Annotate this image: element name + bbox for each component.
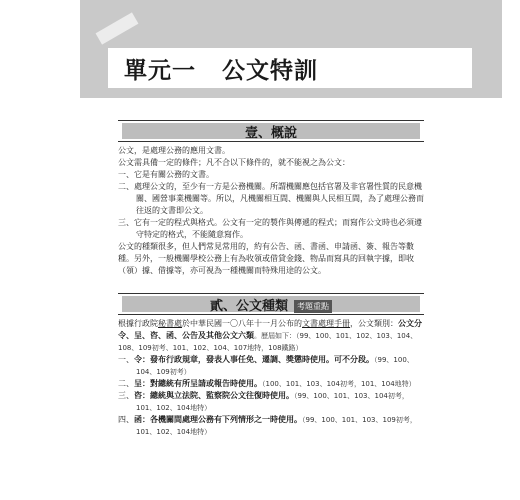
section2-heading-line [118, 295, 424, 314]
s2-item: 二、呈：對總統有所呈請或報告時使用。（100、101、103、104初考，101、104地特） [118, 379, 416, 388]
s1-line-1: 公文需具備一定的條件；凡不合以下條件的，就不能視之為公文： [118, 158, 350, 167]
section2-heading-box [118, 293, 424, 315]
section1-body [118, 145, 428, 277]
s1-line-5: 公文的種類很多，但人們常見常用的，約有公告、函、書函、申請函、簽、報告等數種。另外，一般機關學校公務上有為收領或借貸金錢、物品而寫具的回執字據，即收（領）據、借據等，亦可視為一種機關而特殊用途的公文。 [118, 242, 414, 275]
s1-line-3: 二、處理公文的，至少有一方是公務機關。所謂機關應包括官署及非官署性質的民意機關、國營事業機關等。所以，凡機關相互間、機關與人民相互間，為了處理公務而往返的文書即公文。 [118, 182, 424, 215]
unit-title-box [108, 48, 472, 88]
s1-line-0: 公文，是處理公務的應用文書。 [118, 146, 230, 155]
section1-heading: 壹、概說 [244, 126, 297, 141]
s2-item: 三、咨：總統與立法院、監察院公文往復時使用。（99、100、101、103、104初考，101、102、104地特） [118, 391, 409, 412]
s2-intro: 根據行政院秘書處於中華民國一〇八年十一月公布的文書處理手冊，公文類別：公文分令、呈、咨、函、公告及其他公文六類。歷屆如下：（99、100、101、102、103、104、108、109初考、101、102、104、107地特，108鐵路） [118, 319, 422, 352]
unit-name: 公文特訓 [222, 57, 318, 84]
s1-line-2: 一、它是有關公務的文書。 [118, 170, 214, 179]
s2-item: 四、函：各機關間處理公務有下列情形之一時使用。（99、100、101、103、109初考，101、102、104地特） [118, 415, 417, 436]
exam-focus-badge: 考題重點 [294, 300, 332, 313]
unit-title: 單元一 [124, 57, 196, 84]
section2-heading: 貳、公文種類 [209, 299, 288, 314]
s1-line-4: 三、它有一定的程式與格式。公文有一定的製作與傳遞的程式；而寫作公文時也必須遵守特定的格式，不能隨意寫作。 [118, 218, 422, 239]
s2-item: 一、令：發布行政規章，發表人事任免、遷調、獎懲時使用。可不分段。（99、100、104、109初考） [118, 355, 414, 376]
section2-body [118, 318, 428, 438]
section1-heading-box [118, 120, 424, 142]
